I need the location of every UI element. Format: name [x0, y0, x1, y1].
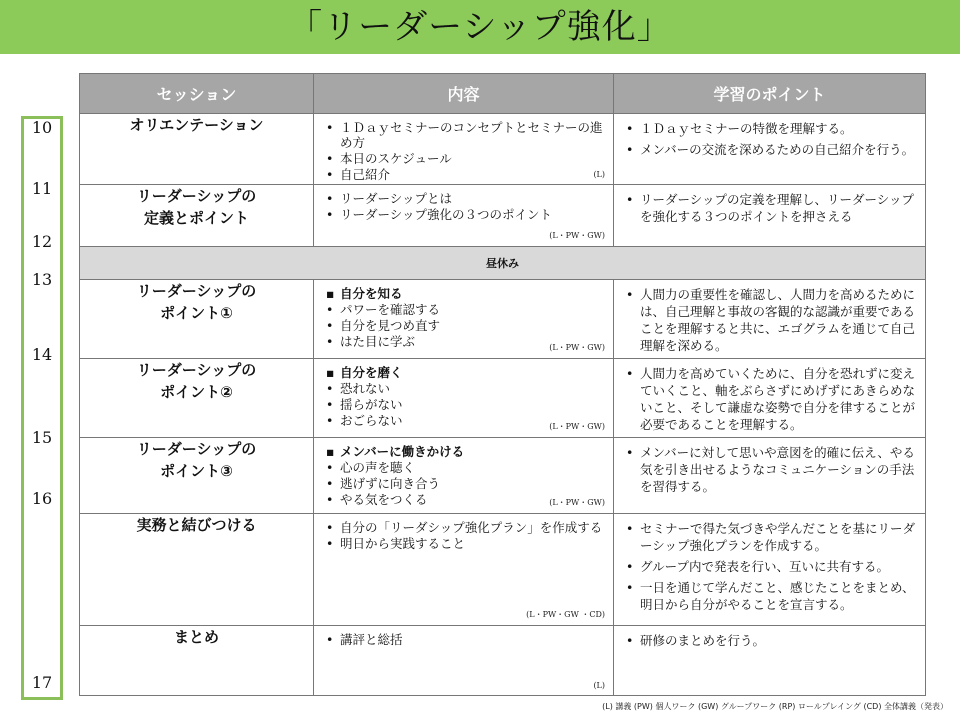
content-item: • リーダーシップとは	[320, 191, 607, 206]
content-item: • 講評と総括	[320, 632, 607, 647]
points-list	[614, 359, 925, 433]
point-item: • セミナーで得た気づきや学んだことを基にリーダーシップ強化プランを作成する。	[620, 520, 919, 554]
session-name: ポイント①	[160, 304, 233, 322]
session-cell	[80, 438, 314, 514]
table-row	[80, 359, 926, 438]
points-cell	[614, 185, 926, 247]
point-item: • 一日を通じて学んだこと、感じたことをまとめ、明日から自分がやることを宣言する。	[620, 579, 919, 613]
content-item: ▪ 自分を磨く	[320, 365, 607, 380]
hour-label: 12	[31, 232, 53, 251]
content-item: • 明日から実践すること	[320, 536, 607, 551]
legend-note: (L) 講義 (PW) 個人ワーク (GW) グループワーク (RP) ロールプレイング (CD) 全体講義（発表）	[602, 702, 948, 711]
points-list	[614, 185, 925, 225]
page-title: 「リーダーシップ強化」	[288, 7, 672, 47]
point-item: • 人間力の重要性を確認し、人間力を高めるためには、自己理解と事故の客観的な認識が重要であることを理解すると共に、エゴグラムを通じて自己理解を深める。	[620, 286, 919, 354]
session-name: 実務と結びつける	[136, 516, 257, 534]
content-cell	[314, 514, 614, 626]
content-cell	[314, 438, 614, 514]
content-cell	[314, 185, 614, 247]
method-code: (L)	[593, 170, 605, 179]
session-name: リーダーシップの	[136, 440, 257, 458]
content-item: ▪ メンバーに働きかける	[320, 444, 607, 459]
session-cell	[80, 359, 314, 438]
schedule-table	[79, 73, 926, 696]
hour-label: 14	[31, 345, 53, 364]
content-cell	[314, 280, 614, 359]
hour-label: 16	[31, 489, 53, 508]
points-list	[614, 438, 925, 495]
method-code: (L・PW・GW)	[549, 422, 605, 431]
session-name: リーダーシップの	[136, 187, 257, 205]
header-content: 内容	[314, 74, 614, 114]
table-row	[80, 514, 926, 626]
table-row	[80, 438, 926, 514]
hour-label: 11	[31, 179, 53, 198]
point-item: • メンバーに対して思いや意図を的確に伝え、やる気を引き出せるようなコミュニケーションの手法を習得する。	[620, 444, 919, 495]
header-session: セッション	[80, 74, 314, 114]
point-item: • 研修のまとめを行う。	[620, 632, 919, 649]
method-code: (L・PW・GW ・CD)	[526, 610, 605, 619]
content-item: • やる気をつくる	[320, 492, 607, 507]
hour-label: 10	[31, 118, 53, 137]
hour-label: 15	[31, 428, 53, 447]
content-cell	[314, 114, 614, 185]
points-list	[614, 626, 925, 649]
content-list	[314, 626, 613, 647]
points-list	[614, 280, 925, 354]
content-item: • 揺らがない	[320, 397, 607, 412]
content-item: • パワーを確認する	[320, 302, 607, 317]
timeline-bar	[21, 116, 63, 700]
points-cell	[614, 359, 926, 438]
content-list	[314, 114, 613, 182]
hour-label: 17	[31, 673, 53, 692]
content-item: • はた目に学ぶ	[320, 334, 607, 349]
content-item: • 恐れない	[320, 381, 607, 396]
session-name: ポイント③	[160, 462, 233, 480]
points-cell	[614, 626, 926, 696]
content-cell	[314, 359, 614, 438]
point-item: • グループ内で発表を行い、互いに共有する。	[620, 558, 919, 575]
session-name: ポイント②	[160, 383, 233, 401]
session-cell	[80, 114, 314, 185]
content-item: • 自分を見つめ直す	[320, 318, 607, 333]
method-code: (L)	[593, 681, 605, 690]
content-item: • 自己紹介	[320, 167, 607, 182]
point-item: • １Ｄａｙセミナーの特徴を理解する。	[620, 120, 919, 137]
content-item: • 本日のスケジュール	[320, 151, 607, 166]
session-cell	[80, 280, 314, 359]
content-list	[314, 185, 613, 222]
lunch-break-label: 昼休み	[80, 247, 926, 280]
points-list	[614, 514, 925, 613]
point-item: • メンバーの交流を深めるための自己紹介を行う。	[620, 141, 919, 158]
session-name: まとめ	[173, 628, 219, 646]
hour-label: 13	[31, 270, 53, 289]
content-cell	[314, 626, 614, 696]
content-item: • リーダーシップ強化の３つのポイント	[320, 207, 607, 222]
table-row	[80, 280, 926, 359]
session-cell	[80, 185, 314, 247]
session-name: リーダーシップの	[136, 361, 257, 379]
session-cell	[80, 514, 314, 626]
point-item: • リーダーシップの定義を理解し、リーダーシップを強化する３つのポイントを押さえる	[620, 191, 919, 225]
method-code: (L・PW・GW)	[549, 343, 605, 352]
content-item: ▪ 自分を知る	[320, 286, 607, 301]
points-cell	[614, 114, 926, 185]
points-cell	[614, 280, 926, 359]
lunch-break-row	[80, 247, 926, 280]
table-row	[80, 626, 926, 696]
points-cell	[614, 438, 926, 514]
content-list	[314, 514, 613, 551]
points-cell	[614, 514, 926, 626]
session-name: オリエンテーション	[129, 116, 264, 134]
content-item: • 心の声を聴く	[320, 460, 607, 475]
session-name: リーダーシップの	[136, 282, 257, 300]
content-list	[314, 280, 613, 349]
points-list	[614, 114, 925, 158]
content-list	[314, 359, 613, 428]
table-row	[80, 185, 926, 247]
session-cell	[80, 626, 314, 696]
content-item: • おごらない	[320, 413, 607, 428]
header-points: 学習のポイント	[614, 74, 926, 114]
content-item: • 逃げずに向き合う	[320, 476, 607, 491]
table-header-row	[80, 74, 926, 114]
table-row	[80, 114, 926, 185]
session-name: 定義とポイント	[143, 209, 249, 227]
method-code: (L・PW・GW)	[549, 231, 605, 240]
method-code: (L・PW・GW)	[549, 498, 605, 507]
content-item: • １Ｄａｙセミナーのコンセプトとセミナーの進め方	[320, 120, 607, 150]
point-item: • 人間力を高めていくために、自分を恐れずに変えていくこと、軸をぶらさずにめげずにあきらめないこと、そして謙虚な姿勢で自分を律することが必要であることを理解する。	[620, 365, 919, 433]
content-item: • 自分の「リーダシップ強化プラン」を作成する	[320, 520, 607, 535]
